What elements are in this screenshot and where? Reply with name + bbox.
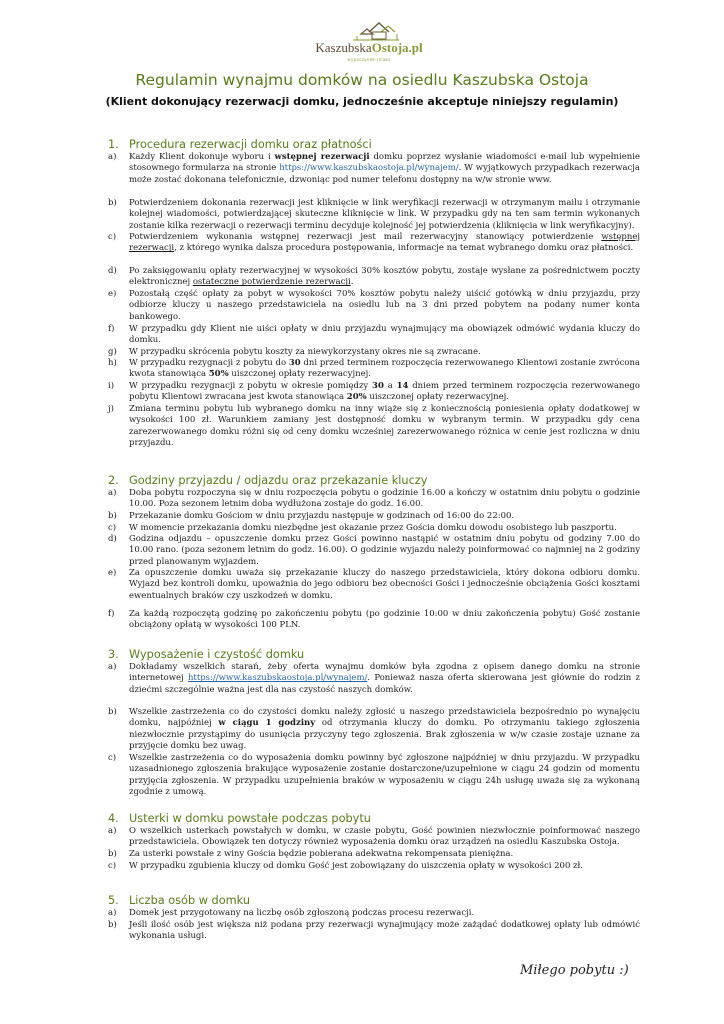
item-text — [129, 324, 640, 347]
text-segment: Po zaksięgowaniu opłaty rezerwacyjnej w wysokości 30% kosztów pobytu, zostaje wysłane za pośrednictwem poczty elektronicznej — [129, 266, 640, 288]
item-text — [129, 488, 640, 511]
text-segment: Potwierdzeniem dokonania rezerwacji jest kliknięcie w link weryfikacji rezerwacji w otrzymanym mailu i otrzymanie kolejnej wiadomości, potwierdzającej skuteczne kliknięcie w link. W przypadku gdy na ten sam termin wykonanych zostanie kilka rezerwacji o rezerwacji terminu decyduje kolejność jej potwierdzenia (kliknięcia w link weryfikacyjny). — [129, 198, 640, 231]
text-segment: od otrzymania kluczy do domku. Po otrzymaniu takiego zgłoszenia niezwłocznie przystąpimy do usunięcia przyczyny tego zgłoszenia. Brak zgłoszenia w w/w czasie zostaje uznane za przyjęcie domku bez uwag. — [129, 718, 640, 752]
item-letter: j) — [108, 404, 114, 414]
text-segment: w ciągu 1 godziny — [218, 718, 316, 729]
item-letter: i) — [108, 381, 115, 391]
text-segment: O wszelkich usterkach powstałych w domku, w czasie pobytu, Gość powinien niezwłocznie poinformować naszego przedstawiciela. Obowiązek ten dotyczy również wyposażenia domku oraz urządzeń na osiedlu Kaszubska Ostoja. — [129, 826, 640, 848]
list-item — [108, 523, 640, 534]
text-segment: W przypadku rezygnacji z pobytu w okresie pomiędzy — [129, 381, 373, 391]
section-number: 5. — [108, 894, 119, 907]
item-letter: b) — [108, 511, 117, 521]
text-segment: dniem przed terminem rozpoczęcia rezerwowanego pobytu Klientowi zwracana jest kwota stanowiąca — [129, 381, 640, 403]
document-title: Regulamin wynajmu domków na osiedlu Kaszubska Ostoja — [135, 71, 589, 89]
list-item — [108, 381, 640, 404]
item-letter: a) — [108, 662, 117, 672]
section-title: Wyposażenie i czystość domku — [129, 648, 305, 661]
section-heading — [108, 812, 371, 825]
text-segment: . Ponieważ nasza oferta skierowana jest głównie do rodzin z dziećmi szczególnie ważna jest dla nas czystość naszych domków. — [129, 673, 641, 695]
text-segment: 14 — [396, 381, 409, 391]
text-segment: uiszczonej opłaty rezerwacyjnej. — [366, 392, 509, 403]
item-letter: f) — [108, 609, 115, 619]
item-letter: c) — [108, 232, 117, 242]
text-segment: Wszelkie zastrzeżenia co do czystości domku należy zgłosić u naszego przedstawiciela bezpośrednio po wynajęciu domku, najpóźniej — [129, 707, 640, 729]
item-text — [129, 404, 640, 450]
item-text — [129, 347, 640, 358]
document-subtitle: (Klient dokonujący rezerwacji domku, jednocześnie akceptuje niniejszy regulamin) — [105, 95, 619, 108]
text-segment: Dokładamy wszelkich starań, żeby oferta wynajmu domków była zgodna z opisem danego domku na stronie internetowej — [129, 662, 640, 684]
item-text — [129, 232, 640, 255]
item-letter: f) — [108, 324, 115, 334]
logo-tagline: wypoczynek-relaks — [347, 57, 391, 62]
text-segment: Godzina odjazdu – opuszczenie domku przez Gości powinno nastąpić w ostatnim dniu pobytu od godziny 7.00 do 10.00 rano. (poza sezonem letnim do godz. 16.00). O godzinie wyjazdu należy poinformować co najmniej na 2 godziny przed planowanym wyjazdem. — [129, 534, 640, 567]
text-segment: Doba pobytu rozpoczyna się w dniu rozpoczęcia pobytu o godzinie 16.00 a kończy w ostatnim dniu pobytu o godzinie 10.00. Poza sezonem letnim doba wydłużona zostaje do godz. 16.00. — [129, 488, 640, 510]
text-segment: W przypadku gdy Klient nie uiści opłaty w dniu przyjazdu wynajmujący ma obowiązek odmówić wydania kluczy do domku. — [129, 324, 640, 346]
logo-wordmark: KaszubskaOstoja.pl — [315, 40, 423, 55]
item-text — [129, 523, 640, 534]
item-letter: e) — [108, 289, 117, 299]
section-number: 1. — [108, 138, 119, 151]
item-letter: c) — [108, 861, 117, 871]
list-item — [108, 358, 640, 381]
logo — [309, 20, 429, 72]
text-segment: 20% — [346, 392, 367, 403]
item-text — [129, 861, 640, 872]
section-title: Procedura rezerwacji domku oraz płatności — [129, 138, 372, 151]
list-item — [108, 609, 640, 632]
section-heading — [108, 894, 250, 907]
item-text — [129, 662, 640, 696]
list-item — [108, 511, 640, 522]
item-text — [129, 534, 640, 568]
section-heading — [108, 648, 304, 661]
text-segment: Każdy Klient dokonuje wyboru i — [129, 152, 275, 162]
list-item — [108, 707, 640, 753]
text-segment: Wszelkie zastrzeżenia co do wyposażenia domku powinny być zgłoszone najpóźniej w dniu przyjazdu. W przypadku uzasadnionego zgłoszenia brakujące wyposażenie zostanie dostarczone/uzupełnione w ciągu 24 godzin od momentu przyjęcia zgłoszenia. W przypadku uzupełnienia braków w wyposażeniu w ciągu 24h usługę uważa się za wykonaną zgodnie z umową. — [129, 753, 640, 798]
section-title: Godziny przyjazdu / odjazdu oraz przekazanie kluczy — [129, 474, 428, 487]
item-text — [129, 381, 640, 404]
item-text — [129, 152, 640, 186]
item-letter: d) — [108, 266, 117, 276]
list-item — [108, 753, 640, 799]
item-text — [129, 753, 640, 799]
list-item — [108, 289, 640, 323]
section-heading — [108, 474, 427, 487]
item-text — [129, 358, 640, 381]
section-heading — [108, 138, 372, 151]
text-segment: ostateczne potwierdzenie rezerwacji — [192, 277, 351, 288]
list-item — [108, 534, 640, 568]
item-text — [129, 198, 640, 232]
website-link[interactable]: https://www.kaszubskaostoja.pl/wynajem/ — [187, 673, 368, 684]
closing-note: Miłego pobytu :) — [520, 963, 629, 978]
item-letter: b) — [108, 849, 117, 859]
text-segment: Zmiana terminu pobytu lub wybranego domku na inny wiąże się z koniecznością poniesienia opłaty dodatkowej w wysokości 100 zł. Warunkiem zamiany jest dostępność domku w wybranym termin. W przypadku gdy cena zarezerwowanego domku różni się od ceny domku wcześniej zarezerwowanego różnica w cenie jest rozliczna w dniu przyjazdu. — [129, 404, 640, 449]
list-item — [108, 404, 640, 450]
item-letter: g) — [108, 347, 117, 357]
text-segment: uiszczonej opłaty rezerwacyjnej. — [228, 369, 371, 380]
section-number: 3. — [108, 648, 119, 661]
text-segment: Za opuszczenie domku uważa się przekazanie kluczy do naszego przedstawiciela, który dokona odbioru domku. Wyjazd bez kontroli domku, upoważnia do jego odbioru bez obecności Gości i jednocześnie obciążenia Gości kosztami ewentualnych braków czy uszkodzeń w domku. — [129, 568, 640, 601]
item-letter: a) — [108, 826, 117, 836]
item-letter: a) — [108, 152, 117, 162]
text-segment: Potwierdzeniem wykonania wstępnej rezerwacji jest mail rezerwacyjny stanowiący potwierdzenie — [129, 232, 602, 242]
text-segment: W przypadku zgubienia kluczy od domku Gość jest zobowiązany do uiszczenia opłaty w wysokości 200 zł. — [129, 861, 583, 871]
text-segment: Jeśli ilość osób jest większa niż podana przy rezerwacji wynajmujący może zażądać dodatkowej opłaty lub odmówić wykonania usługi. — [129, 920, 640, 942]
list-item — [108, 849, 640, 860]
item-letter: a) — [108, 908, 117, 918]
text-segment: W momencie przekazania domku niezbędne jest okazanie przez Gościa domku dowodu osobistego lub paszportu. — [129, 523, 617, 533]
text-segment: Przekazanie domku Gościom w dniu przyjazdu następuje w godzinach od 16:00 do 22:00. — [129, 511, 515, 521]
text-segment: wstępnej rezerwacji — [274, 152, 370, 162]
list-item — [108, 324, 640, 347]
item-text — [129, 568, 640, 602]
item-text — [129, 849, 640, 860]
item-letter: e) — [108, 568, 117, 578]
text-segment: 30 — [288, 358, 301, 368]
item-letter: h) — [108, 358, 117, 368]
item-text — [129, 511, 640, 522]
item-letter: a) — [108, 488, 117, 498]
text-segment: , z którego wynika dalsza procedura postępowania, informacje na temat wybranego domku oraz płatności. — [174, 243, 634, 254]
list-item — [108, 232, 640, 255]
item-letter: c) — [108, 753, 117, 763]
item-text — [129, 289, 640, 323]
text-segment: W przypadku skrócenia pobytu koszty za niewykorzystany okres nie są zwracane. — [129, 347, 481, 357]
text-segment: a — [383, 381, 397, 391]
text-segment: Pozostałą część opłaty za pobyt w wysokości 70% kosztów pobytu należy uiścić gotówką w dniu przyjazdu, przy odbiorze kluczy u naszego przedstawiciela na osiedlu lub na 3 dni przed pobytem na podany numer konta bankowego. — [129, 289, 640, 322]
list-item — [108, 152, 640, 186]
text-segment: . W wyjątkowych przypadkach rezerwacja może zostać dokonana telefonicznie, dzwoniąc pod numer telefonu dostępny na w/w stronie www. — [129, 163, 640, 185]
item-letter: d) — [108, 534, 117, 544]
section-title: Liczba osób w domku — [129, 894, 251, 907]
list-item — [108, 347, 640, 358]
text-segment: 50% — [208, 369, 229, 380]
item-text — [129, 920, 640, 943]
item-text — [129, 707, 640, 753]
list-item — [108, 568, 640, 602]
item-text — [129, 908, 640, 919]
text-segment: 30 — [372, 381, 384, 391]
item-text — [129, 826, 640, 849]
list-item — [108, 662, 640, 696]
text-segment: Za każdą rozpoczętą godzinę po zakończeniu pobytu (po godzinie 10:00 w dniu zakończenia pobytu) Gość zostanie obciążony opłatą w wysokości 100 PLN. — [129, 609, 640, 631]
item-letter: b) — [108, 707, 117, 717]
section-number: 2. — [108, 474, 119, 487]
list-item — [108, 266, 640, 289]
text-segment: . — [350, 277, 354, 288]
text-segment: Za usterki powstałe z winy Gościa będzie pobierana adekwatna rekompensata pieniężna. — [129, 849, 514, 859]
website-link[interactable]: https://www.kaszubskaostoja.pl/wynajem/ — [279, 163, 459, 174]
item-text — [129, 266, 640, 289]
text-segment: wstępnej rezerwacji — [129, 232, 640, 254]
item-text — [129, 609, 640, 632]
text-segment: domku poprzez wysłanie wiadomości e-mail lub wypełnienie stosownego formularza na stronie — [129, 152, 640, 174]
text-segment: W przypadku rezygnacji z pobytu do — [129, 358, 289, 368]
list-item — [108, 861, 640, 872]
item-letter: c) — [108, 523, 117, 533]
list-item — [108, 908, 640, 919]
text-segment: dni przed terminem rozpoczęcia rezerwowanego Klientowi zostanie zwrócona kwota stanowiąca — [129, 358, 640, 380]
section-title: Usterki w domku powstałe podczas pobytu — [129, 812, 371, 825]
list-item — [108, 826, 640, 849]
item-letter: b) — [108, 198, 117, 208]
text-segment: Domek jest przygotowany na liczbę osób zgłoszoną podczas procesu rezerwacji. — [129, 908, 475, 918]
item-letter: b) — [108, 920, 117, 930]
list-item — [108, 920, 640, 943]
list-item — [108, 198, 640, 232]
list-item — [108, 488, 640, 511]
section-number: 4. — [108, 812, 119, 825]
